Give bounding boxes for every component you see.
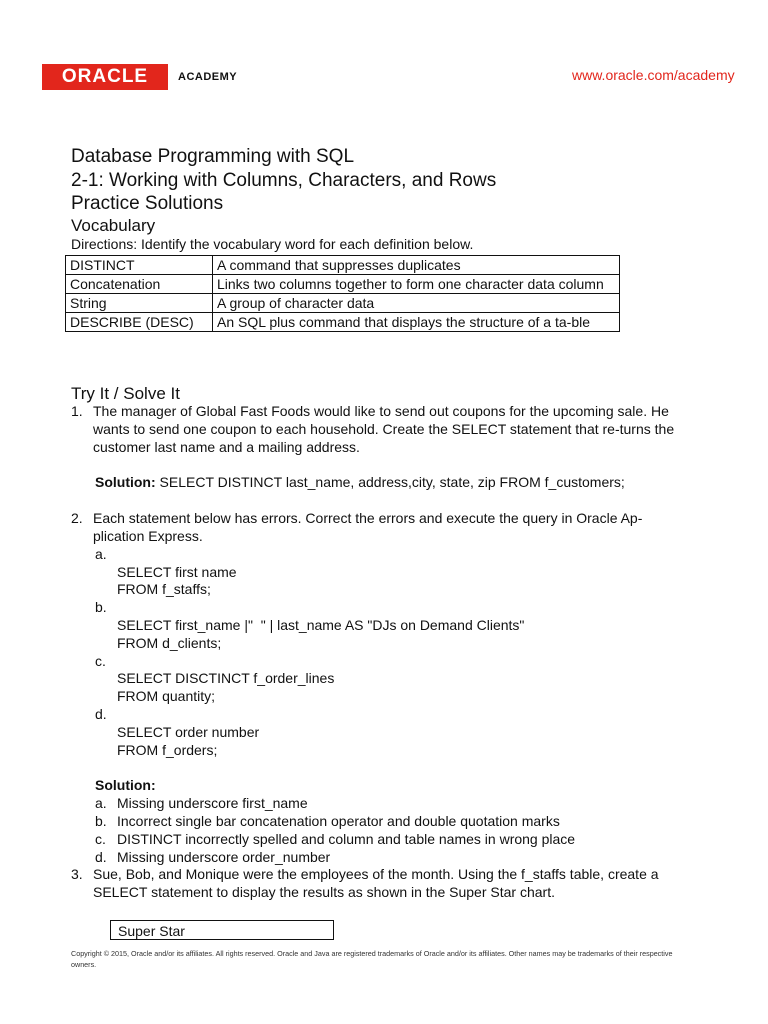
copyright-notice: Copyright © 2015, Oracle and/or its affiliates. All rights reserved. Oracle and Java are registered trademarks of Oracle and/or its affiliates. Other names may be trademarks of their respective owners. (71, 949, 673, 969)
academy-link[interactable]: www.oracle.com/academy (572, 67, 735, 83)
solution-text: SELECT DISTINCT last_name, address,city, state, zip FROM f_customers; (155, 474, 625, 491)
solution-item (95, 831, 693, 849)
question-number: 3. (71, 866, 83, 883)
solution-item (95, 813, 693, 831)
item-label: b. (95, 599, 107, 616)
question-2-item-c (71, 653, 693, 706)
item-label: d. (95, 705, 107, 722)
table-row (66, 256, 620, 275)
course-title: Database Programming with SQL (71, 146, 355, 167)
solution-item-text: Missing underscore order_number (117, 848, 331, 865)
practice-title: Practice Solutions (71, 193, 224, 214)
code-line: SELECT first_name |" " | last_name AS "DJs on Demand Clients" (117, 616, 525, 633)
question-2 (71, 510, 693, 546)
solution-item-label: d. (95, 848, 107, 865)
table-row (66, 294, 620, 313)
lesson-title: 2-1: Working with Columns, Characters, and Rows (71, 169, 497, 191)
question-2-item-a (71, 546, 693, 599)
vocabulary-heading: Vocabulary (71, 216, 156, 235)
solution-label: Solution: (95, 777, 156, 794)
solution-item-label: a. (95, 795, 107, 812)
solution-item (95, 849, 693, 867)
solution-label: Solution: (95, 474, 156, 491)
question-number: 1. (71, 403, 83, 419)
definition-cell: An SQL plus command that displays the structure of a ta-ble (213, 313, 620, 332)
question-text: Each statement below has errors. Correct the errors and execute the query in Oracle Ap-plication Express. (93, 510, 643, 544)
academy-label: ACADEMY (178, 71, 238, 83)
item-label: c. (95, 652, 106, 669)
solution-item-text: DISTINCT incorrectly spelled and column and table names in wrong place (117, 830, 576, 847)
document-title (71, 145, 496, 216)
term-cell: String (66, 294, 213, 313)
vocabulary-directions: Directions: Identify the vocabulary word for each definition below. (71, 236, 474, 252)
question-1-solution (71, 474, 693, 492)
super-star-chart-header: Super Star (110, 920, 334, 940)
oracle-logo (42, 64, 168, 90)
question-list (71, 403, 693, 902)
try-it-heading: Try It / Solve It (71, 384, 180, 403)
code-line: FROM f_orders; (117, 741, 218, 758)
question-3 (71, 866, 693, 902)
question-number: 2. (71, 510, 83, 527)
definition-cell: A command that suppresses duplicates (213, 256, 620, 275)
definition-cell: A group of character data (213, 294, 620, 313)
solution-item-label: c. (95, 830, 106, 847)
question-text: The manager of Global Fast Foods would like to send out coupons for the upcoming sale. He wants to send one coupon to each household. Create the SELECT statement that re-turns the customer last name and a mailing address. (93, 403, 675, 455)
solution-item-text: Incorrect single bar concatenation operator and double quotation marks (117, 812, 560, 829)
logo-text: ORACLE (61, 66, 149, 87)
question-2-solution (71, 777, 693, 866)
term-cell: Concatenation (66, 275, 213, 294)
solution-item (95, 795, 693, 813)
term-cell: DISTINCT (66, 256, 213, 275)
code-line: SELECT first name (117, 563, 237, 580)
code-line: SELECT DISCTINCT f_order_lines (117, 670, 335, 687)
item-label: a. (95, 545, 107, 562)
term-cell: DESCRIBE (DESC) (66, 313, 213, 332)
code-line: FROM quantity; (117, 688, 216, 705)
code-line: FROM d_clients; (117, 634, 222, 651)
code-line: FROM f_staffs; (117, 581, 211, 598)
vocabulary-table (65, 255, 620, 332)
table-row (66, 313, 620, 332)
solution-item-text: Missing underscore first_name (117, 795, 308, 812)
definition-cell: Links two columns together to form one character data column (213, 275, 620, 294)
question-2-item-d (71, 706, 693, 759)
solution-item-label: b. (95, 812, 107, 829)
code-line: SELECT order number (117, 723, 260, 740)
question-2-item-b (71, 599, 693, 652)
question-1 (71, 403, 693, 456)
question-text: Sue, Bob, and Monique were the employees of the month. Using the f_staffs table, create a SELECT statement to display the results as shown in the Super Star chart. (93, 866, 659, 901)
table-row (66, 275, 620, 294)
